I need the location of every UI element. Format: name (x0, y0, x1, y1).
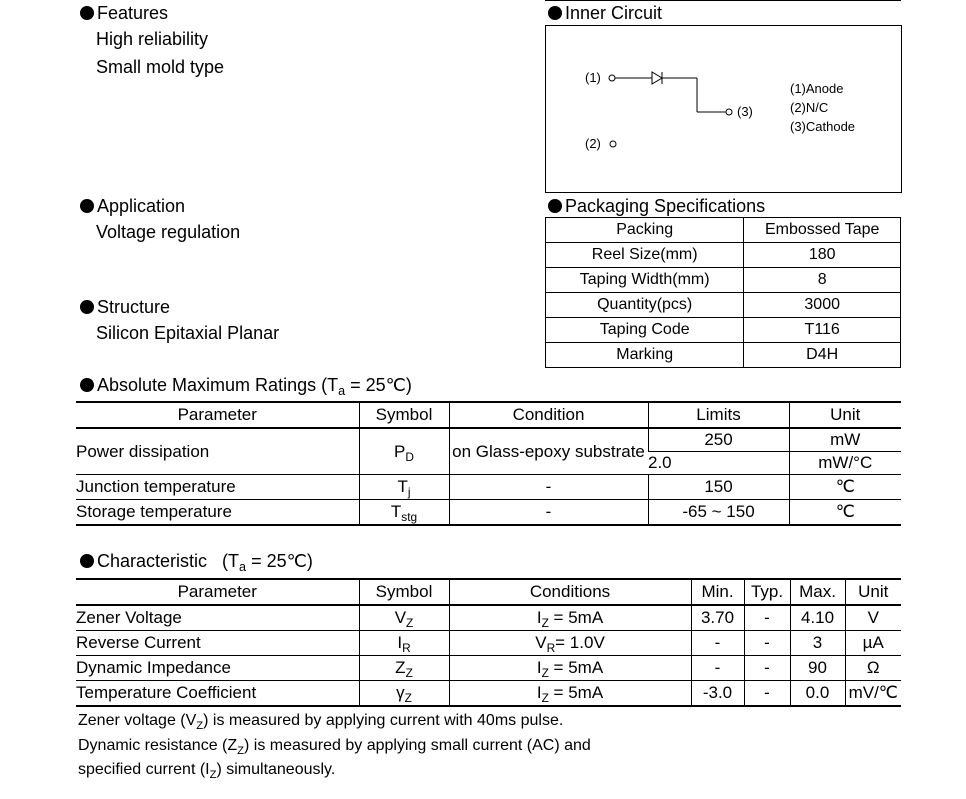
bullet-icon (80, 554, 94, 568)
limit-cell: 150 (648, 475, 789, 500)
col-typ: Typ. (744, 579, 790, 605)
condition-cell: $I_Z = 5mA$ (449, 656, 691, 681)
max-cell: 4.10 (790, 605, 845, 631)
unit-cell: ℃ (789, 500, 901, 526)
typ-cell: - (744, 631, 790, 656)
table-header-row (76, 579, 901, 605)
unit-cell: mV/℃ (845, 681, 901, 707)
feature-item: High reliability (96, 29, 209, 49)
condition-cell: on Glass-epoxy substrate (449, 428, 648, 475)
pack-label: Taping Width(mm) (546, 268, 744, 293)
unit-cell: mW (789, 428, 901, 452)
symbol-cell: $I_R$ (359, 631, 449, 656)
characteristic-heading: Characteristic ($T_a$ = 25℃) (80, 551, 313, 572)
min-cell: - (691, 631, 744, 656)
param-cell: Reverse Current (76, 633, 201, 652)
note-zener-voltage: Zener voltage $(V_Z)$ is measured by applying current with 40ms pulse. (78, 712, 564, 732)
table-row (546, 268, 901, 293)
symbol-cell: $V_Z$ (359, 605, 449, 631)
param-cell: Power dissipation (76, 441, 210, 461)
pack-value: D4H (744, 343, 901, 368)
table-row (76, 500, 901, 526)
features-heading: Features (80, 3, 168, 24)
application-item: Voltage regulation (96, 222, 241, 242)
unit-cell: ℃ (789, 475, 901, 500)
diode-icon (652, 72, 662, 84)
legend-cathode: (3)Cathode (790, 119, 856, 134)
limit-cell: 2.0 (648, 453, 672, 472)
pack-label: Taping Code (546, 318, 744, 343)
circuit-diagram (546, 26, 901, 192)
pack-label: Quantity(pcs) (546, 293, 744, 318)
table-row (546, 218, 901, 243)
table-row (76, 656, 901, 681)
col-conditions: Conditions (449, 579, 691, 605)
symbol-cell: $P_D$ (359, 428, 449, 475)
col-symbol: Symbol (359, 402, 449, 428)
legend-anode: (1)Anode (790, 81, 844, 96)
max-cell: 3 (790, 631, 845, 656)
inner-circuit-heading: Inner Circuit (548, 3, 662, 24)
symbol-cell: $T_{stg}$ (359, 500, 449, 526)
max-cell: 90 (790, 656, 845, 681)
unit-cell: V (845, 605, 901, 631)
table-row (546, 343, 901, 368)
symbol-cell: $Z_Z$ (359, 656, 449, 681)
typ-cell: - (744, 681, 790, 707)
characteristic-table (76, 578, 901, 707)
pack-value: T116 (744, 318, 901, 343)
col-max: Max. (790, 579, 845, 605)
condition-cell: $V_R= 1.0V$ (449, 631, 691, 656)
param-cell: Zener Voltage (76, 608, 182, 627)
pin1-label: (1) (585, 70, 601, 85)
col-parameter: Parameter (177, 405, 257, 424)
min-cell: - (691, 656, 744, 681)
max-cell: 0.0 (790, 681, 845, 707)
packaging-table (545, 217, 901, 368)
pack-value: 3000 (744, 293, 901, 318)
table-row (546, 293, 901, 318)
condition-cell: - (449, 475, 648, 500)
typ-cell: - (744, 656, 790, 681)
pin1-terminal-icon (609, 75, 615, 81)
col-symbol: Symbol (359, 579, 449, 605)
table-row (546, 243, 901, 268)
condition-cell: - (449, 500, 648, 526)
col-unit: Unit (789, 402, 901, 428)
bullet-icon (80, 199, 94, 213)
col-min: Min. (691, 579, 744, 605)
pack-label: Packing (546, 218, 744, 243)
table-row (76, 681, 901, 707)
limit-cell: 250 (648, 428, 789, 452)
bullet-icon (80, 378, 94, 392)
pack-value: 180 (744, 243, 901, 268)
table-row (546, 318, 901, 343)
param-cell: Junction temperature (76, 477, 236, 496)
table-row (76, 605, 901, 631)
bullet-icon (548, 199, 562, 213)
unit-cell: µA (845, 631, 901, 656)
bullet-icon (80, 300, 94, 314)
legend-nc: (2)N/C (790, 100, 829, 115)
param-cell: Temperature Coefficient (76, 683, 257, 702)
bullet-icon (548, 6, 562, 20)
min-cell: 3.70 (691, 605, 744, 631)
param-cell: Dynamic Impedance (76, 658, 231, 677)
bullet-icon (80, 6, 94, 20)
symbol-cell: $\gamma_Z$ (359, 681, 449, 707)
unit-cell: Ω (845, 656, 901, 681)
table-row (76, 631, 901, 656)
feature-item: Small mold type (96, 57, 225, 77)
pin2-label: (2) (585, 136, 601, 151)
table-row (76, 428, 901, 452)
pin3-label: (3) (737, 104, 753, 119)
col-parameter: Parameter (177, 582, 257, 601)
table-header-row (76, 402, 901, 428)
abs-max-heading: Absolute Maximum Ratings ($T_a$ = 25℃) (80, 375, 412, 396)
top-rule (545, 0, 901, 1)
pack-value: Embossed Tape (744, 218, 901, 243)
unit-cell: mW/°C (789, 452, 901, 475)
structure-item: Silicon Epitaxial Planar (96, 323, 280, 343)
pin2-terminal-icon (610, 141, 616, 147)
param-cell: Storage temperature (76, 502, 232, 521)
condition-cell: $I_Z = 5mA$ (449, 681, 691, 707)
min-cell: -3.0 (691, 681, 744, 707)
pack-label: Reel Size(mm) (546, 243, 744, 268)
limit-cell: -65 ~ 150 (648, 500, 789, 526)
condition-cell: $I_Z = 5mA$ (449, 605, 691, 631)
pack-value: 8 (744, 268, 901, 293)
application-heading: Application (80, 196, 185, 217)
symbol-cell: $T_j$ (359, 475, 449, 500)
note-specified-current: specified current $(I_Z)$ simultaneously. (78, 761, 336, 781)
packaging-heading: Packaging Specifications (548, 196, 765, 217)
col-limits: Limits (648, 402, 789, 428)
col-unit: Unit (845, 579, 901, 605)
inner-circuit-box (545, 25, 902, 193)
pack-label: Marking (546, 343, 744, 368)
typ-cell: - (744, 605, 790, 631)
table-row (76, 475, 901, 500)
col-condition: Condition (449, 402, 648, 428)
pin3-terminal-icon (726, 109, 732, 115)
abs-max-table (76, 401, 901, 526)
structure-heading: Structure (80, 297, 170, 318)
note-dynamic-resistance: Dynamic resistance $(Z_Z)$ is measured by applying small current (AC) and (78, 737, 591, 757)
